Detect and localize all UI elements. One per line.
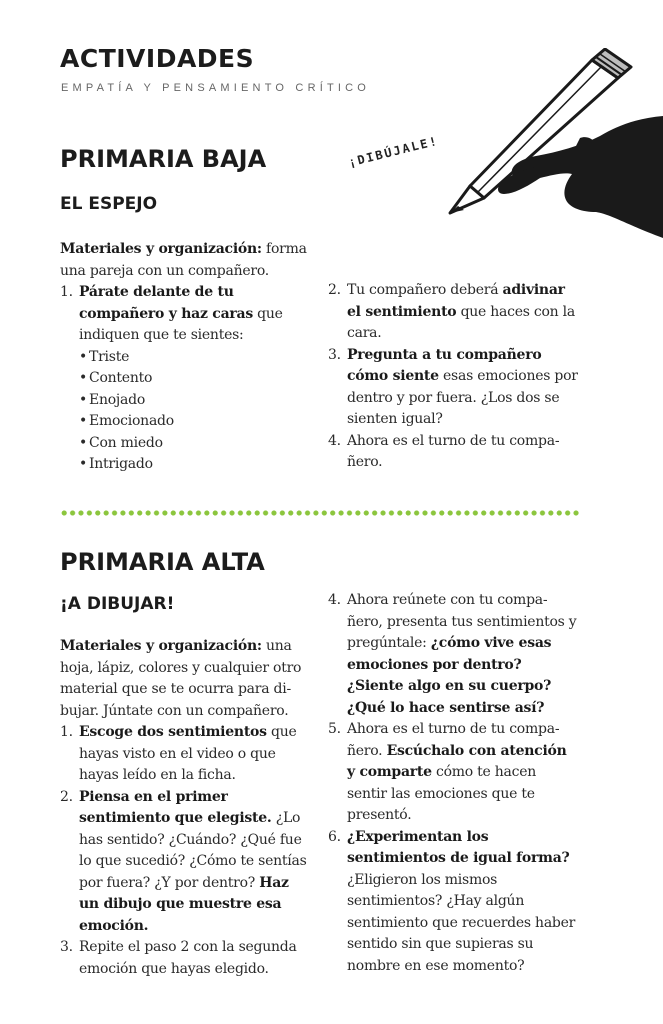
step-text: Tu compañero deberá [347, 282, 503, 298]
list-item [328, 280, 578, 345]
step-number: 3. [60, 939, 73, 955]
step-number: 4. [328, 432, 341, 449]
list-item [60, 937, 310, 980]
alta-left-column [60, 636, 310, 980]
step-text: ¿Lo has sentido? ¿Cuándo? ¿Qué fue lo que sucedió? ¿Cómo te sentías por fuera? ¿Y por dentro? [79, 810, 307, 891]
step-text: Repite el paso 2 con la segunda emoción que hayas elegido. [79, 939, 297, 977]
list-item [328, 827, 578, 978]
activity-title-a-dibujar: ¡A DIBUJAR! [60, 594, 175, 614]
section-heading-primaria-baja: PRIMARIA BAJA [60, 145, 267, 173]
materials-label: Materiales y organización: [60, 638, 262, 654]
step-number: 2. [328, 282, 341, 298]
materials-label: Materiales y organización: [60, 241, 262, 257]
emotion-item: • Contento [79, 368, 308, 390]
step-number: 5. [328, 721, 341, 737]
materials-paragraph [60, 636, 310, 722]
materials-text: forma una pareja con un compañero. [60, 241, 307, 279]
step-bold: Párate delante de tu compañero y haz caras [79, 284, 253, 322]
step-bold: Escoge dos sentimientos [79, 724, 267, 740]
list-item [328, 719, 578, 827]
step-bold: ¿cómo vive esas emociones por dentro? ¿Siente algo en su cuerpo? ¿Qué lo hace sentirse así? [347, 635, 552, 716]
step-bold: adivinar el sentimiento [347, 282, 565, 320]
step-text: esas emociones por dentro y por fuera. ¿Los dos se sienten igual? [347, 368, 578, 427]
step-number: 3. [328, 346, 341, 363]
step-text: que haces con la cara. [347, 303, 575, 341]
step-number: 1. [60, 724, 73, 740]
baja-left-column [60, 239, 308, 476]
dotted-divider [60, 509, 580, 517]
alta-right-column [328, 590, 578, 977]
emotion-item: • Intrigado [79, 454, 308, 476]
step-text: que hayas visto en el video o que hayas leído en la ficha. [79, 724, 297, 783]
emotion-item: • Enojado [79, 390, 308, 412]
page-subtitle: EMPATÍA Y PENSAMIENTO CRÍTICO [61, 82, 371, 94]
step-bold: ¿Experimentan los sentimientos de igual forma? [347, 828, 570, 866]
step-number: 2. [60, 788, 73, 805]
emotion-item: • Emocionado [79, 411, 308, 433]
emotion-item: • Con miedo [79, 433, 308, 455]
list-item [328, 431, 578, 474]
step-text: Ahora es el turno de tu compañero. [347, 721, 560, 759]
step-number: 1. [60, 284, 73, 300]
list-item [60, 787, 310, 938]
dibujale-label: ¡DIBÚJALE! [347, 133, 440, 170]
step-number: 6. [328, 828, 341, 845]
step-text: cómo te hacen sentir las emociones que te presentó. [347, 764, 537, 823]
list-item [328, 590, 578, 719]
step-bold: Pregunta a tu compañero cómo siente [347, 346, 542, 384]
step-text: Ahora reúnete con tu compañero, presenta tus sentimientos y pregúntale: [347, 592, 577, 651]
step-bold: Haz un dibujo que muestre esa emoción. [79, 874, 289, 934]
activity-title-el-espejo: EL ESPEJO [60, 194, 158, 214]
step-text: ¿Eligieron los mismos sentimientos? ¿Hay algún sentimiento que recuerdes haber sentido sin que supieras su nombre en ese momento? [347, 871, 576, 974]
baja-right-column [328, 280, 578, 474]
step-bold: Escúchalo con atención y comparte [347, 742, 567, 780]
step-bold: Piensa en el primer sentimiento que elegiste. [79, 788, 272, 826]
materials-text: una hoja, lápiz, colores y cualquier otro material que se te ocurra para dibujar. Júntate con un compañero. [60, 638, 302, 719]
step-text: que indiquen que te sientes: [79, 305, 283, 343]
list-item [328, 345, 578, 431]
materials-paragraph [60, 239, 308, 282]
list-item [60, 282, 308, 476]
step-text: Ahora es el turno de tu compañero. [347, 432, 560, 470]
page-title: ACTIVIDADES [60, 44, 255, 73]
list-item [60, 722, 310, 787]
emotion-item: • Triste [79, 347, 308, 369]
section-heading-primaria-alta: PRIMARIA ALTA [60, 548, 265, 576]
hand-with-pencil-icon [440, 48, 663, 238]
step-number: 4. [328, 592, 341, 608]
emotions-list [79, 347, 308, 476]
